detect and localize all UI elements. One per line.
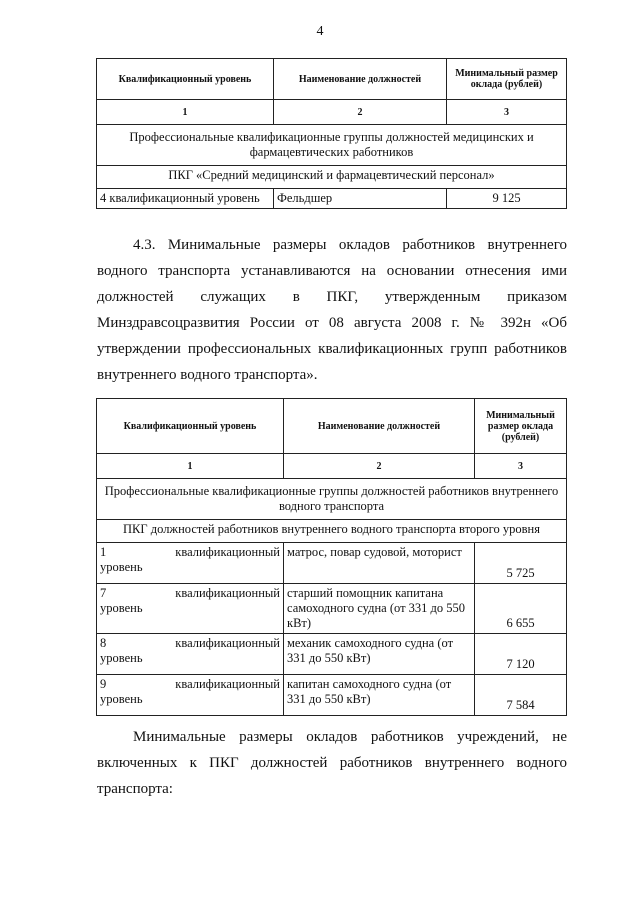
- level-number: 7: [100, 586, 107, 600]
- position-cell: капитан самоходного судна (от 331 до 550 кВт): [284, 675, 475, 716]
- pkg-title-row: [97, 520, 567, 543]
- col-num: 1: [97, 100, 274, 125]
- level-cell: 4 квалификационный уровень: [97, 189, 274, 209]
- level-cell: [97, 634, 284, 675]
- level-word: квалификационный: [175, 677, 280, 691]
- water-transport-salary-table: [96, 398, 567, 716]
- page-number: 4: [316, 24, 324, 39]
- table-header-row: [97, 399, 567, 454]
- salary-cell: 7 584: [475, 675, 567, 716]
- header-position: Наименование должностей: [274, 59, 447, 100]
- level-cell: [97, 584, 284, 634]
- level-tail: уровень: [100, 601, 143, 615]
- salary-cell: 7 120: [475, 634, 567, 675]
- paragraph-4-3: 4.3. Минимальные размеры окладов работников внутреннего водного транспорта устанавливаются на основании отнесения ими должностей служащих в ПКГ, утвержденным приказом Минздравсоцразвития России от 08 августа 2008 г. № 392н «Об утверждении профессиональных квалификационных групп работников внутреннего водного транспорта».: [97, 237, 567, 383]
- level-tail: уровень: [100, 692, 143, 706]
- level-number: 9: [100, 677, 107, 691]
- header-level: Квалификационный уровень: [97, 59, 274, 100]
- group-title: Профессиональные квалификационные группы должностей работников внутреннего водного транспорта: [97, 479, 567, 520]
- level-cell: [97, 675, 284, 716]
- pkg-title: ПКГ должностей работников внутреннего водного транспорта второго уровня: [97, 520, 567, 543]
- level-number: 1: [100, 545, 107, 559]
- header-salary: Минимальный размер оклада (рублей): [475, 399, 567, 454]
- pkg-title: ПКГ «Средний медицинский и фармацевтический персонал»: [97, 166, 567, 189]
- salary-cell: 5 725: [475, 543, 567, 584]
- paragraph-closing: Минимальные размеры окладов работников учреждений, не включенных к ПКГ должностей работников внутреннего водного транспорта:: [97, 729, 567, 797]
- position-cell: старший помощник капитана самоходного судна (от 331 до 550 кВт): [284, 584, 475, 634]
- column-number-row: [97, 100, 567, 125]
- level-word: квалификационный: [175, 636, 280, 650]
- table-row: [97, 675, 567, 716]
- medical-salary-table: [96, 58, 567, 209]
- level-number: 8: [100, 636, 107, 650]
- header-level: Квалификационный уровень: [97, 399, 284, 454]
- salary-cell: 6 655: [475, 584, 567, 634]
- table-header-row: [97, 59, 567, 100]
- group-title-row: [97, 479, 567, 520]
- level-tail: уровень: [100, 560, 143, 574]
- col-num: 1: [97, 454, 284, 479]
- position-cell: механик самоходного судна (от 331 до 550 кВт): [284, 634, 475, 675]
- position-cell: матрос, повар судовой, моторист: [284, 543, 475, 584]
- table-row: [97, 584, 567, 634]
- level-word: квалификационный: [175, 586, 280, 600]
- level-tail: уровень: [100, 651, 143, 665]
- col-num: 2: [284, 454, 475, 479]
- level-word: квалификационный: [175, 545, 280, 559]
- col-num: 2: [274, 100, 447, 125]
- header-position: Наименование должностей: [284, 399, 475, 454]
- pkg-title-row: [97, 166, 567, 189]
- level-cell: [97, 543, 284, 584]
- table-row: [97, 634, 567, 675]
- group-title: Профессиональные квалификационные группы должностей медицинских и фармацевтических работников: [97, 125, 567, 166]
- table-row: [97, 189, 567, 209]
- header-salary: Минимальный размер оклада (рублей): [447, 59, 567, 100]
- col-num: 3: [475, 454, 567, 479]
- position-cell: Фельдшер: [274, 189, 447, 209]
- salary-cell: 9 125: [447, 189, 567, 209]
- table-row: [97, 543, 567, 584]
- column-number-row: [97, 454, 567, 479]
- col-num: 3: [447, 100, 567, 125]
- group-title-row: [97, 125, 567, 166]
